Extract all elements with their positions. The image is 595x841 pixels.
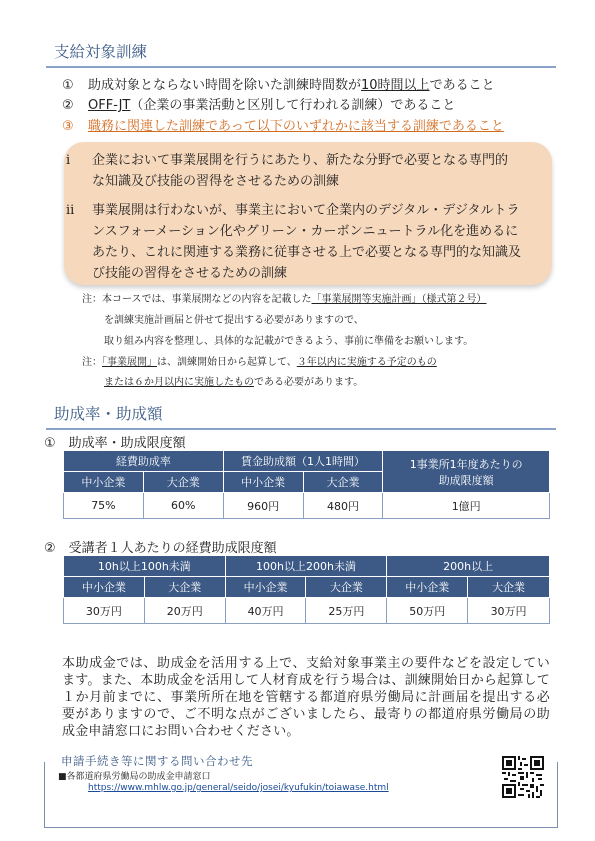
header-large: 大企業: [468, 577, 550, 598]
note-1-line-1: [82, 293, 487, 307]
condition-emphasis: 10時間以上: [361, 78, 430, 93]
contact-office: ■各都道府県労働局の助成金申請窓口: [58, 772, 211, 782]
note-text: である必要があります。: [254, 377, 364, 388]
contact-title: 申請手続き等に関する問い合わせ先: [55, 753, 259, 769]
condition-text: 職務に関連した訓練であって以下のいずれかに該当する訓練であること: [88, 119, 504, 134]
condition-emphasis: OFF-JT: [88, 98, 131, 113]
condition-2: [62, 98, 455, 114]
section-title-subsidy-rate: [46, 402, 556, 424]
header-annual-limit-line2: 助成限度額: [438, 473, 494, 487]
note-1-line-2: を訓練実施計画届と併せて提出する必要がありますので、: [104, 315, 364, 326]
header-large: 大企業: [144, 577, 225, 598]
table-row: [64, 598, 550, 624]
cell-wage-large: 480円: [303, 493, 383, 519]
section-title-text: 助成率・助成額: [54, 405, 163, 423]
header-annual-limit-line1: 1事業所1年度あたりの: [409, 457, 523, 471]
section-divider: [46, 66, 556, 68]
item-text: 事業展開は行わないが、事業主において企業内のデジタル・デジタルトランスフォーメーション化やグリーン・カーボンニュートラル化を進めるにあたり、これに関連する業務に従事させる上で必要となる専門的な知識及び技能の習得をさせるための訓練: [92, 203, 522, 281]
note-emphasis: 「事業展開」: [102, 357, 157, 368]
section-divider: [46, 428, 556, 430]
header-200h-plus: 200h以上: [387, 556, 550, 577]
note-1-line-3: 取り組み内容を整理し、具体的な記載ができるよう、事前に準備をお願いします。: [104, 336, 474, 347]
header-sme: 中小企業: [64, 577, 145, 598]
header-large: 大企業: [143, 472, 223, 493]
note-emphasis: 「事業展開等実施計画」（様式第２号）: [311, 294, 487, 305]
subheading-rate-limit: ① 助成率・助成限度額: [44, 436, 186, 451]
cell-b-large: 25万円: [306, 598, 387, 624]
section-title-text: 支給対象訓練: [54, 43, 148, 61]
table-row: [64, 493, 550, 519]
contact-url-link[interactable]: https://www.mhlw.go.jp/general/seido/josei/kyufukin/toiawase.html: [88, 783, 389, 793]
header-large: 大企業: [303, 472, 383, 493]
cell-expense-large: 60%: [143, 493, 223, 519]
header-sme: 中小企業: [387, 577, 468, 598]
cell-annual-limit: 1億円: [383, 493, 550, 519]
note-emphasis: または６か月以内に実施したもの: [104, 377, 254, 388]
condition-text: 助成対象とならない時間を除いた訓練時間数が: [88, 78, 362, 93]
header-sme: 中小企業: [223, 472, 303, 493]
subsidy-rate-table: [63, 450, 550, 519]
header-sme: 中小企業: [225, 577, 306, 598]
cell-a-sme: 30万円: [64, 598, 145, 624]
note-2-line-1: [82, 356, 437, 370]
info-paragraph: 本助成金では、助成金を活用する上で、支給対象事業主の要件などを設定しています。また、本助成金を活用して人材育成を行う場合は、訓練開始日から起算して１か月前までに、事業所所在地を管轄する都道府県労働局に計画届を提出する必要がありますので、ご不明な点がございましたら、最寄りの都道府県労働局の助成金申請窓口にお問い合わせください。: [62, 656, 550, 739]
condition-3: [62, 119, 504, 135]
cell-wage-sme: 960円: [223, 493, 303, 519]
header-sme: 中小企業: [64, 472, 144, 493]
training-type-ii: [66, 200, 530, 284]
condition-text: （企業の事業活動と区別して行われる訓練）であること: [130, 98, 456, 113]
note-text: は、訓練開始日から起算して、: [157, 357, 297, 368]
condition-number: ③: [62, 119, 74, 134]
condition-number: ②: [62, 98, 74, 113]
header-annual-limit: [383, 451, 550, 493]
note-emphasis: ３年以内に実施する予定のもの: [296, 357, 437, 368]
header-large: 大企業: [306, 577, 387, 598]
condition-1: [62, 78, 495, 94]
header-wage-amount: 賃金助成額（1人1時間）: [223, 451, 383, 472]
note-text: 注：本コースでは、事業展開などの内容を記載した: [82, 294, 312, 305]
header-100-200h: 100h以上200h未満: [225, 556, 387, 577]
condition-text: であること: [429, 78, 495, 93]
condition-number: ①: [62, 78, 74, 93]
cell-c-sme: 50万円: [387, 598, 468, 624]
subheading-per-trainee-limit: ② 受講者１人あたりの経費助成限度額: [44, 541, 277, 556]
cell-c-large: 30万円: [468, 598, 550, 624]
cell-expense-sme: 75%: [64, 493, 144, 519]
section-title-eligible-training: [46, 40, 556, 62]
per-trainee-limit-table: [63, 555, 550, 624]
header-10-100h: 10h以上100h未満: [64, 556, 226, 577]
cell-b-sme: 40万円: [225, 598, 306, 624]
qr-code-icon: [502, 756, 544, 798]
training-type-i: [66, 150, 512, 192]
cell-a-large: 20万円: [144, 598, 225, 624]
note-2-line-2: [104, 376, 363, 390]
item-text: 企業において事業展開を行うにあたり、新たな分野で必要となる専門的な知識及び技能の習得をさせるための訓練: [92, 153, 509, 189]
item-marker: ii: [66, 203, 75, 218]
item-marker: i: [66, 153, 71, 168]
note-prefix: 注：: [82, 357, 102, 368]
header-expense-rate: 経費助成率: [64, 451, 224, 472]
